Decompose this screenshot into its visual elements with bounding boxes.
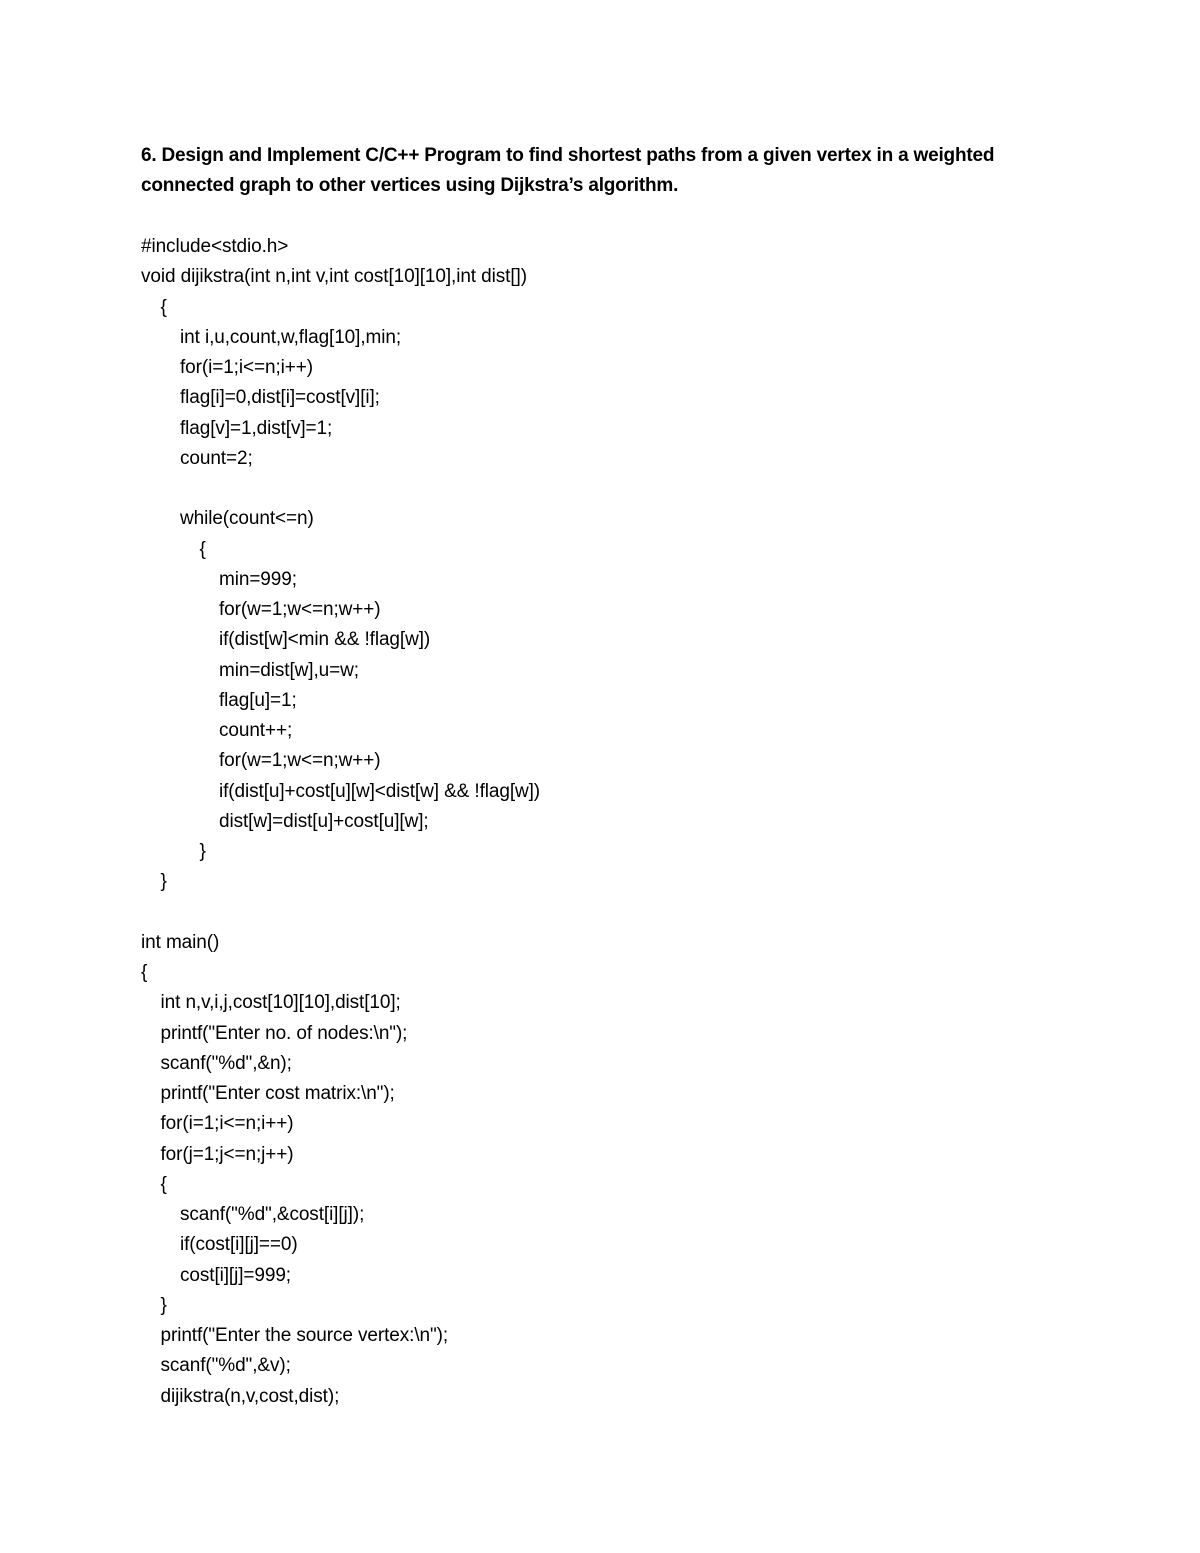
code-blank-line bbox=[141, 474, 1141, 504]
code-line: flag[u]=1; bbox=[219, 689, 297, 711]
code-line: flag[v]=1,dist[v]=1; bbox=[180, 417, 333, 439]
code-line: flag[i]=0,dist[i]=cost[v][i]; bbox=[180, 387, 380, 409]
code-line: cost[i][j]=999; bbox=[180, 1264, 291, 1286]
code-line: for(i=1;i<=n;i++) bbox=[160, 1113, 294, 1135]
code-line: if(dist[w]<min && !flag[w]) bbox=[219, 629, 431, 651]
code-line: while(count<=n) bbox=[180, 508, 314, 530]
code-line: for(w=1;w<=n;w++) bbox=[219, 750, 381, 772]
code-line: { bbox=[160, 1173, 167, 1195]
code-line: printf("Enter cost matrix:\n"); bbox=[160, 1083, 395, 1104]
code-line: count++; bbox=[219, 720, 293, 741]
code-line: } bbox=[199, 841, 206, 862]
heading-line-1: 6. Design and Implement C/C++ Program to find shortest paths from a given vertex in a weighted bbox=[141, 145, 995, 166]
code-line: for(j=1;j<=n;j++) bbox=[160, 1143, 294, 1165]
code-line: int main() bbox=[141, 931, 220, 953]
code-line: { bbox=[160, 296, 167, 318]
code-line: int i,u,count,w,flag[10],min; bbox=[180, 326, 401, 348]
code-line: #include<stdio.h> bbox=[141, 236, 289, 257]
code-line: if(cost[i][j]==0) bbox=[180, 1234, 298, 1256]
code-blank-line bbox=[141, 898, 1141, 928]
code-line: if(dist[u]+cost[u][w]<dist[w] && !flag[w]) bbox=[219, 780, 541, 802]
code-line: printf("Enter the source vertex:\n"); bbox=[160, 1325, 449, 1346]
code-listing bbox=[141, 232, 1141, 1412]
code-line: min=dist[w],u=w; bbox=[219, 659, 359, 681]
code-line: for(w=1;w<=n;w++) bbox=[219, 599, 381, 620]
code-line: scanf("%d",&v); bbox=[160, 1355, 291, 1377]
code-line: scanf("%d",&n); bbox=[160, 1052, 292, 1074]
heading-line-2: connected graph to other vertices using Dijkstra’s algorithm. bbox=[141, 175, 679, 196]
code-line: min=999; bbox=[219, 568, 297, 590]
program-heading bbox=[141, 141, 1041, 201]
code-line: } bbox=[160, 1294, 167, 1316]
code-line: int n,v,i,j,cost[10][10],dist[10]; bbox=[160, 992, 401, 1014]
code-line: count=2; bbox=[180, 447, 253, 469]
code-line: dijikstra(n,v,cost,dist); bbox=[160, 1385, 340, 1407]
code-line: dist[w]=dist[u]+cost[u][w]; bbox=[219, 810, 429, 832]
code-line: void dijikstra(int n,int v,int cost[10][10],int dist[]) bbox=[141, 266, 527, 288]
code-line: { bbox=[141, 962, 148, 983]
code-line: scanf("%d",&cost[i][j]); bbox=[180, 1204, 365, 1225]
code-line: printf("Enter no. of nodes:\n"); bbox=[160, 1022, 408, 1044]
code-line: { bbox=[199, 538, 206, 560]
code-line: } bbox=[160, 871, 167, 893]
code-line: for(i=1;i<=n;i++) bbox=[180, 357, 313, 378]
